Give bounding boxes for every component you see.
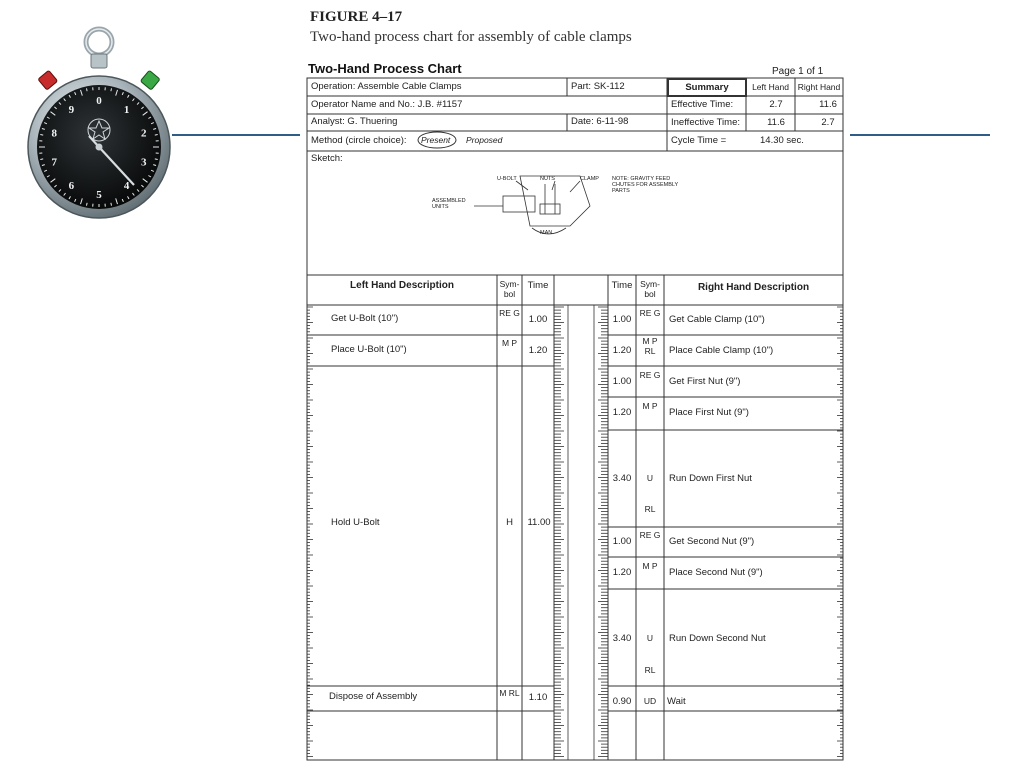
left-symbol-header: Sym-bol — [499, 279, 520, 299]
left-row-symbol: M P — [501, 338, 518, 348]
cycle-time-label: Cycle Time = — [671, 135, 727, 146]
figure-caption: Two-hand process chart for assembly of cable clamps — [310, 29, 632, 45]
left-row-symbol: RE G — [499, 308, 520, 318]
effective-time-label: Effective Time: — [671, 99, 734, 110]
right-row-desc: Get Second Nut (9") — [669, 536, 755, 547]
right-row-desc: Run Down Second Nut — [669, 633, 766, 644]
right-row-symbol: RE G — [639, 530, 661, 540]
sketch-label-assembled: ASSEMBLED UNITS — [432, 198, 466, 210]
figure-number: FIGURE 4–17 — [310, 9, 403, 25]
left-row-symbol: M RL — [499, 688, 520, 698]
effective-time-right: 11.6 — [819, 99, 837, 110]
right-time-header: Time — [611, 280, 633, 291]
part-field: Part: SK-112 — [571, 81, 625, 92]
operation-field: Operation: Assemble Cable Clamps — [311, 81, 462, 92]
left-row-time: 1.20 — [528, 345, 548, 356]
right-row-desc: Get Cable Clamp (10") — [669, 314, 765, 325]
sketch-label-nuts: NUTS — [540, 176, 555, 182]
right-row-time: 0.90 — [612, 696, 632, 707]
method-present: Present — [421, 135, 451, 145]
right-symbol-header: Sym-bol — [640, 279, 660, 299]
method-proposed: Proposed — [466, 135, 503, 145]
summary-left-hand-header: Left Hand — [752, 82, 789, 92]
dial-numeral: 6 — [68, 180, 75, 192]
right-row-symbol: UD — [643, 696, 657, 706]
right-row-time: 1.20 — [612, 567, 632, 578]
left-hand-description-header: Left Hand Description — [350, 280, 454, 291]
left-row-time: 11.00 — [527, 517, 551, 528]
right-row-desc: Place Second Nut (9") — [669, 567, 763, 578]
left-row-time: 1.00 — [528, 314, 548, 325]
analyst-field: Analyst: G. Thuering — [311, 116, 398, 127]
dial-numeral: 0 — [96, 95, 102, 107]
sketch-label: Sketch: — [311, 153, 343, 164]
method-label: Method (circle choice): — [311, 135, 407, 146]
right-row-desc: Place First Nut (9") — [669, 407, 749, 418]
right-row-desc: Get First Nut (9") — [669, 376, 741, 387]
dial-numeral: 1 — [123, 104, 130, 116]
right-row-symbol-secondary: RL — [644, 665, 656, 675]
left-row-desc: Dispose of Assembly — [329, 691, 418, 702]
dial-numeral: 3 — [140, 156, 147, 169]
right-row-time: 1.00 — [612, 536, 632, 547]
cycle-time-value: 14.30 sec. — [760, 135, 804, 146]
summary-right-hand-header: Right Hand — [797, 82, 841, 92]
right-row-symbol: M P — [642, 401, 658, 411]
date-field: Date: 6-11-98 — [571, 116, 629, 127]
right-row-desc: Run Down First Nut — [669, 473, 752, 484]
operator-field: Operator Name and No.: J.B. #1157 — [311, 99, 463, 110]
right-row-symbol: RE G — [639, 370, 661, 380]
sketch-label-ubolt: U-BOLT — [497, 176, 517, 182]
right-row-desc: Wait — [667, 696, 686, 707]
right-row-symbol: M P — [642, 561, 658, 571]
left-row-symbol: H — [506, 517, 513, 528]
right-row-symbol: U — [646, 473, 654, 483]
left-row-time: 1.10 — [528, 692, 548, 703]
right-row-time: 3.40 — [612, 633, 632, 644]
right-row-symbol: M P RL — [642, 336, 658, 356]
ineffective-time-right: 2.7 — [821, 117, 835, 128]
ineffective-time-label: Ineffective Time: — [671, 117, 740, 128]
right-row-desc: Place Cable Clamp (10") — [669, 345, 774, 356]
right-row-symbol: RE G — [639, 308, 661, 318]
left-row-desc: Get U-Bolt (10") — [331, 313, 399, 324]
dial-numeral: 2 — [140, 127, 147, 140]
right-row-symbol: U — [646, 633, 654, 643]
sketch-note: NOTE: GRAVITY FEED CHUTES FOR ASSEMBLY PARTS — [612, 176, 679, 194]
page-number: Page 1 of 1 — [772, 66, 824, 77]
right-row-symbol-secondary: RL — [644, 504, 656, 514]
right-hand-description-header: Right Hand Description — [697, 282, 810, 293]
sketch-label-clamp: CLAMP — [580, 176, 599, 182]
summary-title: Summary — [685, 82, 729, 93]
right-row-time: 3.40 — [612, 473, 632, 484]
right-row-time: 1.20 — [612, 345, 632, 356]
right-row-time: 1.00 — [612, 376, 632, 387]
effective-time-left: 2.7 — [769, 99, 783, 110]
chart-title: Two-Hand Process Chart — [308, 61, 462, 76]
left-time-header: Time — [527, 280, 549, 291]
right-row-time: 1.20 — [612, 407, 632, 418]
dial-numeral: 7 — [51, 156, 58, 169]
dial-numeral: 4 — [123, 180, 130, 192]
dial-numeral: 5 — [96, 189, 102, 201]
left-row-desc: Place U-Bolt (10") — [331, 344, 407, 355]
dial-numeral: 8 — [51, 127, 58, 140]
left-row-desc: Hold U-Bolt — [331, 517, 380, 528]
right-row-time: 1.00 — [612, 314, 632, 325]
dial-numeral: 9 — [68, 104, 75, 116]
ineffective-time-left: 11.6 — [767, 117, 785, 128]
sketch-label-man: MAN — [540, 230, 553, 236]
